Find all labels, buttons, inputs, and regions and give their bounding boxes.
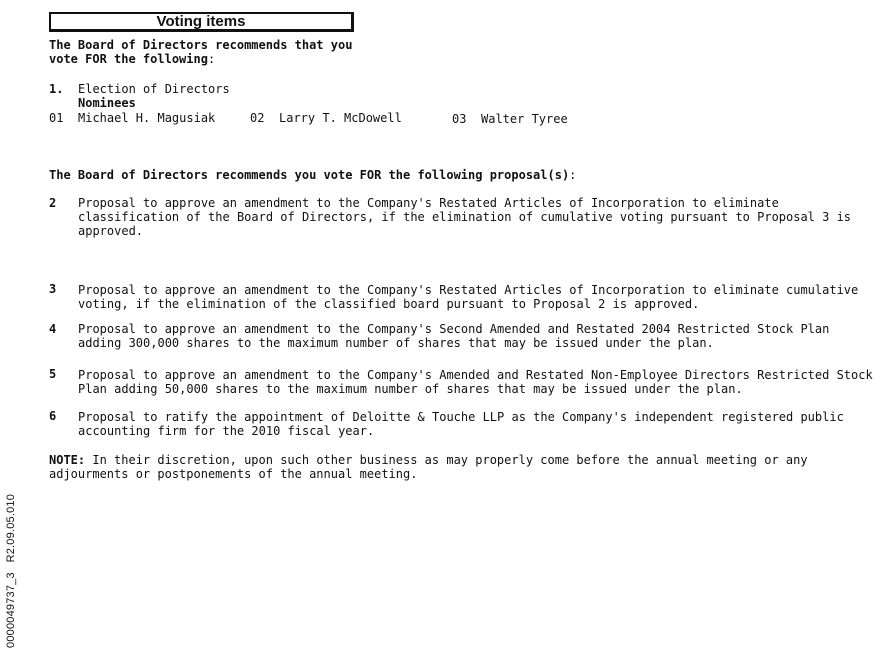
proposal-5-number: 5 — [49, 367, 57, 381]
proposal-3-number: 3 — [49, 282, 57, 296]
intro-line-2-prefix: vote FOR the following — [49, 52, 208, 66]
election-title: Election of Directors — [78, 82, 230, 96]
proposal-2-line-2: classification of the Board of Directors, if the elimination of cumulative voting pursuant to Proposal 3 is — [78, 210, 852, 224]
voting-items-header: Voting items — [49, 12, 354, 32]
proposal-2-line-3: approved. — [78, 224, 144, 238]
nominee-name-03: Walter Tyree — [481, 112, 568, 126]
note-line-1 — [49, 453, 808, 467]
proposals-heading-suffix: : — [569, 168, 577, 182]
proposal-6-line-1: Proposal to ratify the appointment of Deloitte & Touche LLP as the Company's independent registered public — [78, 410, 844, 424]
intro-line-2-suffix: : — [207, 52, 216, 66]
proposal-5-line-1: Proposal to approve an amendment to the Company's Amended and Restated Non-Employee Directors Restricted Stock — [78, 368, 873, 382]
proposal-4-line-2: adding 300,000 shares to the maximum number of shares that may be issued under the plan. — [78, 336, 714, 350]
document-side-code: 0000049737_3 R2.09.05.010 — [5, 493, 17, 648]
proposals-heading-main: The Board of Directors recommends you vote FOR the following proposal(s) — [49, 168, 570, 182]
proposal-3-line-1: Proposal to approve an amendment to the Company's Restated Articles of Incorporation to eliminate cumulative — [78, 283, 859, 297]
proposal-3-line-2: voting, if the elimination of the classified board pursuant to Proposal 2 is approved. — [78, 297, 700, 311]
nominee-code-02: 02 — [250, 111, 265, 125]
nominee-code-03: 03 — [452, 112, 467, 126]
intro-line-2 — [49, 52, 215, 66]
note-line-2: adjourments or postponements of the annual meeting. — [49, 467, 418, 481]
proposal-4-number: 4 — [49, 322, 57, 336]
proposal-6-number: 6 — [49, 409, 57, 423]
proposal-5-line-2: Plan adding 50,000 shares to the maximum number of shares that may be issued under the plan. — [78, 382, 743, 396]
nominees-label: Nominees — [78, 96, 136, 110]
proposal-2-line-1: Proposal to approve an amendment to the Company's Restated Articles of Incorporation to eliminate — [78, 196, 779, 210]
election-number: 1. — [49, 82, 64, 96]
nominee-name-01: Michael H. Magusiak — [78, 111, 216, 125]
proposal-2-number: 2 — [49, 196, 57, 210]
note-text-1: In their discretion, upon such other business as may properly come before the annual meeting or any — [85, 453, 808, 467]
note-label: NOTE: — [49, 453, 86, 467]
nominee-name-02: Larry T. McDowell — [279, 111, 402, 125]
intro-line-1: The Board of Directors recommends that you — [49, 38, 353, 52]
proposals-heading — [49, 168, 576, 182]
proposal-4-line-1: Proposal to approve an amendment to the Company's Second Amended and Restated 2004 Restricted Stock Plan — [78, 322, 830, 336]
proposal-6-line-2: accounting firm for the 2010 fiscal year. — [78, 424, 375, 438]
nominee-code-01: 01 — [49, 111, 64, 125]
